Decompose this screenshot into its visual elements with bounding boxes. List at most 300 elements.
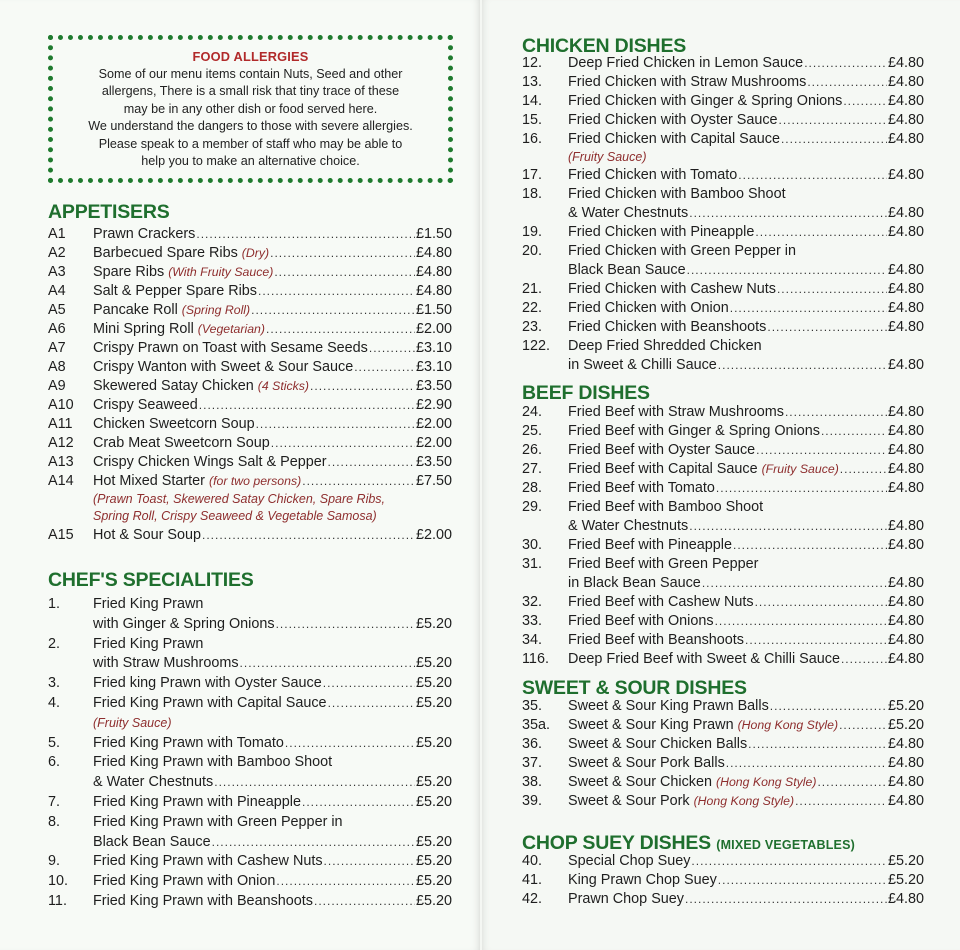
item-name-line1: Fried King Prawn with Bamboo Shoot [93, 754, 333, 771]
menu-item [522, 479, 924, 498]
menu-item [522, 754, 924, 773]
chop-suey-section [522, 830, 924, 909]
item-name: Chicken Sweetcorn Soup [93, 416, 255, 432]
item-price: £5.20 [415, 892, 452, 909]
item-body [93, 674, 452, 694]
item-body [93, 635, 452, 655]
menu-item [522, 852, 924, 871]
leader-dots [302, 793, 415, 813]
item-number: A7 [48, 340, 66, 356]
item-number: 21. [522, 281, 543, 297]
item-number: 27. [522, 461, 543, 477]
item-body [568, 890, 924, 909]
menu-item [48, 615, 452, 635]
leader-dots [745, 631, 887, 650]
item-name: Fried Beef with Tomato [568, 480, 715, 496]
item-price: £5.20 [415, 694, 452, 711]
menu-item [48, 320, 452, 339]
item-price: £4.80 [887, 651, 924, 667]
item-price: £5.20 [415, 793, 452, 810]
leader-dots [328, 694, 415, 714]
item-body [568, 166, 924, 185]
leader-dots [755, 223, 887, 242]
item-price: £2.00 [415, 527, 452, 543]
leader-dots [733, 536, 887, 555]
item-number: 28. [522, 480, 543, 496]
item-name-line1: Deep Fried Shredded Chicken [568, 338, 762, 354]
item-number: A4 [48, 283, 66, 299]
menu-item [522, 441, 924, 460]
beef-section [522, 380, 924, 669]
item-number: A2 [48, 245, 66, 261]
item-body [568, 73, 924, 92]
item-body [568, 130, 924, 149]
item-note: (Dry) [241, 246, 270, 260]
item-body [568, 792, 924, 811]
leader-dots [276, 615, 415, 635]
item-price: £4.80 [887, 891, 924, 907]
item-price: £5.20 [415, 853, 452, 870]
item-note: (With Fruity Sauce) [168, 265, 274, 279]
sweet-sour-section [522, 675, 924, 811]
allergy-line: Some of our menu items contain Nuts, Seed and other [98, 66, 403, 81]
item-price: £4.80 [415, 264, 452, 280]
item-number: 13. [522, 74, 543, 90]
menu-item [48, 263, 452, 282]
menu-item [48, 396, 452, 415]
item-price: £4.80 [887, 281, 924, 297]
item-body [93, 793, 452, 813]
item-number: 33. [522, 613, 543, 629]
item-number: 26. [522, 442, 543, 458]
item-number: 23. [522, 319, 543, 335]
leader-dots [310, 377, 415, 396]
item-name: Fried Beef with Pineapple [568, 537, 732, 553]
item-body [568, 403, 924, 422]
item-body [568, 204, 924, 223]
item-name: Special Chop Suey [568, 853, 691, 869]
leader-dots [821, 422, 887, 441]
item-note: (Fruity Sauce) [761, 462, 839, 476]
chicken-section [522, 33, 924, 375]
starter-details: Spring Roll, Crispy Seaweed & Vegetable Samosa) [93, 509, 377, 523]
item-number: 29. [522, 499, 543, 515]
item-body [93, 526, 452, 545]
menu-item [522, 261, 924, 280]
item-body [93, 872, 452, 892]
right-panel [482, 0, 960, 950]
item-body [568, 299, 924, 318]
item-name: & Water Chestnuts [93, 774, 214, 791]
item-number: A13 [48, 454, 74, 470]
item-number: 37. [522, 755, 543, 771]
item-number: A9 [48, 378, 66, 394]
item-price: £2.00 [415, 321, 452, 337]
leader-dots [748, 735, 887, 754]
leader-dots [271, 434, 415, 453]
item-number: 36. [522, 736, 543, 752]
item-number: 9. [48, 853, 61, 870]
item-number: 4. [48, 694, 61, 711]
item-name: in Sweet & Chilli Sauce [568, 357, 717, 373]
section-heading: CHEF'S SPECIALITIES [48, 569, 254, 591]
item-name: Sweet & Sour Chicken Balls [568, 736, 748, 752]
menu-item-line [522, 498, 924, 517]
menu-item [522, 280, 924, 299]
item-price: £5.20 [415, 774, 452, 791]
menu-item [522, 111, 924, 130]
item-price: £5.20 [415, 655, 452, 672]
item-body [568, 593, 924, 612]
item-number: A12 [48, 435, 74, 451]
item-name: Fried Beef with Onions [568, 613, 714, 629]
allergy-line: allergens, There is a small risk that tiny trace of these [101, 84, 400, 98]
item-name: with Ginger & Spring Onions [93, 615, 275, 632]
item-number: 40. [522, 853, 543, 869]
menu-item [48, 225, 452, 244]
item-body [568, 735, 924, 754]
menu-item [522, 54, 924, 73]
item-number: 8. [48, 813, 61, 830]
item-number: 122. [522, 338, 551, 354]
menu-item [48, 472, 452, 491]
menu-item [522, 204, 924, 223]
item-price: £4.80 [887, 518, 924, 534]
leader-dots [270, 244, 415, 263]
item-number: 32. [522, 594, 543, 610]
item-number: A8 [48, 359, 66, 375]
item-body [93, 472, 452, 491]
item-body [568, 356, 924, 375]
item-body [568, 773, 924, 792]
item-name: Crispy Wanton with Sweet & Sour Sauce [93, 359, 354, 375]
item-price: £2.00 [415, 416, 452, 432]
leader-dots [817, 773, 887, 792]
item-body [568, 479, 924, 498]
allergy-title: FOOD ALLERGIES [192, 49, 309, 64]
leader-dots [777, 280, 887, 299]
item-name-line1: Fried King Prawn [93, 596, 204, 612]
item-name: Black Bean Sauce [93, 833, 211, 850]
section-heading: APPETISERS [48, 201, 170, 223]
leader-dots [804, 54, 887, 73]
item-price: £2.90 [415, 397, 452, 413]
item-number: 24. [522, 404, 543, 420]
item-body [93, 434, 452, 453]
leader-dots [212, 833, 415, 853]
leader-dots [251, 301, 415, 320]
leader-dots [756, 441, 887, 460]
item-body [568, 716, 924, 735]
item-name: Fried Chicken with Oyster Sauce [568, 112, 778, 128]
item-body [568, 631, 924, 650]
item-price: £5.20 [415, 873, 452, 890]
item-body [93, 734, 452, 754]
item-body [568, 441, 924, 460]
item-number: A15 [48, 527, 74, 543]
item-price: £4.80 [887, 632, 924, 648]
menu-item [48, 892, 452, 912]
item-name: Fried Chicken with Straw Mushrooms [568, 74, 807, 90]
menu-item-line [48, 635, 452, 655]
item-name: Mini Spring Roll [93, 321, 194, 337]
leader-dots [738, 166, 887, 185]
item-name: Fried Chicken with Beanshoots [568, 319, 767, 335]
leader-dots [258, 282, 415, 301]
item-body [568, 555, 924, 574]
menu-item [522, 773, 924, 792]
leader-dots [214, 773, 415, 793]
item-body [568, 536, 924, 555]
item-price: £4.80 [887, 167, 924, 183]
leader-dots [843, 92, 887, 111]
item-number: A11 [48, 416, 73, 432]
leader-dots [323, 674, 415, 694]
item-note: (Spring Roll) [181, 303, 251, 317]
item-body [568, 422, 924, 441]
item-number: A10 [48, 397, 74, 413]
item-price: £1.50 [415, 226, 452, 242]
leader-dots [324, 852, 415, 872]
menu-item [522, 574, 924, 593]
menu-item [48, 415, 452, 434]
item-name: Crab Meat Sweetcorn Soup [93, 435, 270, 451]
item-price: £5.20 [887, 698, 924, 714]
item-name: Crispy Prawn on Toast with Sesame Seeds [93, 340, 368, 356]
menu-item [522, 871, 924, 890]
leader-dots [302, 472, 415, 491]
leader-dots [715, 612, 887, 631]
item-name: Sweet & Sour King Prawn Balls [568, 698, 769, 714]
menu-item [522, 716, 924, 735]
item-name: Fried King Prawn with Onion [93, 873, 276, 890]
item-body [568, 223, 924, 242]
section-heading: CHICKEN DISHES [522, 35, 687, 57]
menu-item [48, 301, 452, 320]
item-body [568, 111, 924, 130]
leader-dots [685, 890, 887, 909]
item-body [568, 460, 924, 479]
item-body [93, 773, 452, 793]
item-body [568, 54, 924, 73]
leader-dots [779, 111, 887, 130]
item-body [93, 282, 452, 301]
item-body [93, 694, 452, 714]
leader-dots [196, 225, 415, 244]
item-body [93, 654, 452, 674]
item-name: Salt & Pepper Spare Ribs [93, 283, 257, 299]
item-body [93, 225, 452, 244]
menu-item-line [48, 813, 452, 833]
item-body [93, 339, 452, 358]
item-body [568, 242, 924, 261]
item-price: £3.50 [415, 454, 452, 470]
leader-dots [718, 356, 887, 375]
item-number: 35a. [522, 717, 551, 733]
item-name: Fried Beef with Beanshoots [568, 632, 744, 648]
item-body [93, 453, 452, 472]
item-body [568, 612, 924, 631]
menu-item [48, 377, 452, 396]
menu-item [522, 166, 924, 185]
menu-item [522, 735, 924, 754]
item-body [93, 358, 452, 377]
item-number: 15. [522, 112, 543, 128]
item-name: Fried Chicken with Pineapple [568, 224, 755, 240]
item-body [93, 615, 452, 635]
item-subnote: (Fruity Sauce) [93, 715, 172, 730]
menu-item-line [48, 753, 452, 773]
item-number: 6. [48, 754, 61, 771]
menu-item-line [522, 337, 924, 356]
leader-dots [199, 396, 415, 415]
menu-item [48, 654, 452, 674]
item-price: £4.80 [887, 319, 924, 335]
chefs-section [48, 567, 452, 912]
item-number: A3 [48, 264, 66, 280]
menu-item [522, 223, 924, 242]
item-name: Prawn Chop Suey [568, 891, 684, 907]
leader-dots [718, 871, 887, 890]
item-body [568, 261, 924, 280]
item-body [93, 813, 452, 833]
item-name-line1: Fried Beef with Green Pepper [568, 556, 759, 572]
menu-item [48, 793, 452, 813]
item-number: 12. [522, 55, 543, 71]
item-number: 116. [522, 651, 549, 667]
leader-dots [276, 872, 415, 892]
leader-dots [702, 574, 887, 593]
item-price: £1.50 [415, 302, 452, 318]
leader-dots [767, 318, 887, 337]
item-number: 19. [522, 224, 543, 240]
item-name: Crispy Seaweed [93, 397, 198, 413]
item-number: 25. [522, 423, 543, 439]
item-number: 14. [522, 93, 543, 109]
leader-dots [839, 716, 887, 735]
menu-item [522, 403, 924, 422]
menu-item [522, 422, 924, 441]
item-name-line1: Fried Beef with Bamboo Shoot [568, 499, 764, 515]
item-name: Fried Chicken with Tomato [568, 167, 738, 183]
item-price: £4.80 [415, 245, 452, 261]
item-body [93, 892, 452, 912]
item-body [93, 301, 452, 320]
item-name: Fried Beef with Straw Mushrooms [568, 404, 784, 420]
item-price: £5.20 [415, 675, 452, 692]
menu-item [48, 358, 452, 377]
item-price: £3.10 [415, 359, 452, 375]
item-price: £4.80 [887, 224, 924, 240]
menu-item [48, 694, 452, 714]
item-price: £4.80 [887, 480, 924, 496]
item-price: £4.80 [887, 793, 924, 809]
item-number: 20. [522, 243, 543, 259]
menu-item [48, 833, 452, 853]
item-price: £5.20 [887, 853, 924, 869]
item-number: 31. [522, 556, 543, 572]
item-number: 3. [48, 675, 61, 692]
leader-dots [240, 654, 415, 674]
item-number: 42. [522, 891, 543, 907]
leader-dots [369, 339, 415, 358]
item-price: £4.80 [887, 262, 924, 278]
item-name: Sweet & Sour Pork [568, 793, 690, 809]
item-body [93, 377, 452, 396]
item-name: Sweet & Sour King Prawn [568, 717, 734, 733]
item-body [93, 852, 452, 872]
item-name: Skewered Satay Chicken [93, 378, 254, 394]
item-number: A1 [48, 226, 66, 242]
item-number: 17. [522, 167, 543, 183]
item-note: (Hong Kong Style) [737, 718, 839, 732]
item-name: Fried King Prawn with Pineapple [93, 793, 301, 810]
item-body [93, 753, 452, 773]
item-name: with Straw Mushrooms [93, 655, 239, 672]
allergy-notice [48, 35, 453, 183]
menu-item [522, 130, 924, 149]
allergy-line: Please speak to a member of staff who may be able to [98, 136, 403, 151]
allergy-line: We understand the dangers to those with severe allergies. [88, 119, 413, 133]
leader-dots [687, 261, 887, 280]
item-price: £4.80 [887, 93, 924, 109]
menu-item [48, 852, 452, 872]
item-body [568, 754, 924, 773]
item-name: Fried King Prawn with Cashew Nuts [93, 853, 323, 870]
item-body [93, 244, 452, 263]
leader-dots [730, 299, 887, 318]
item-number: A5 [48, 302, 66, 318]
item-price: £5.20 [887, 717, 924, 733]
leader-dots [328, 453, 415, 472]
menu-item [522, 92, 924, 111]
menu-item [48, 773, 452, 793]
menu-item [522, 318, 924, 337]
item-price: £5.20 [415, 615, 452, 632]
menu-item [522, 593, 924, 612]
item-number: A6 [48, 321, 66, 337]
item-body [568, 871, 924, 890]
item-price: £4.80 [887, 300, 924, 316]
item-name: Fried Chicken with Ginger & Spring Onions [568, 93, 843, 109]
allergy-line: may be in any other dish or food served here. [123, 101, 378, 116]
item-name: Hot & Sour Soup [93, 527, 201, 543]
item-name: Fried Chicken with Cashew Nuts [568, 281, 776, 297]
leader-dots [266, 320, 415, 339]
item-body [568, 185, 924, 204]
item-name: Spare Ribs [93, 264, 165, 280]
leader-dots [354, 358, 415, 377]
item-body [568, 92, 924, 111]
menu-item [48, 339, 452, 358]
item-price: £4.80 [887, 357, 924, 373]
item-price: £5.20 [887, 872, 924, 888]
item-name: Fried Beef with Ginger & Spring Onions [568, 423, 820, 439]
leader-dots [841, 650, 887, 669]
item-price: £4.80 [887, 112, 924, 128]
item-body [568, 574, 924, 593]
leader-dots [691, 852, 887, 871]
leader-dots [716, 479, 887, 498]
item-price: £4.80 [887, 755, 924, 771]
item-price: £4.80 [887, 205, 924, 221]
menu-item [48, 244, 452, 263]
allergy-line: help you to make an alternative choice. [141, 154, 360, 168]
item-body [568, 498, 924, 517]
item-name: Barbecued Spare Ribs [93, 245, 238, 261]
item-price: £4.80 [887, 594, 924, 610]
item-number: 1. [48, 596, 61, 612]
